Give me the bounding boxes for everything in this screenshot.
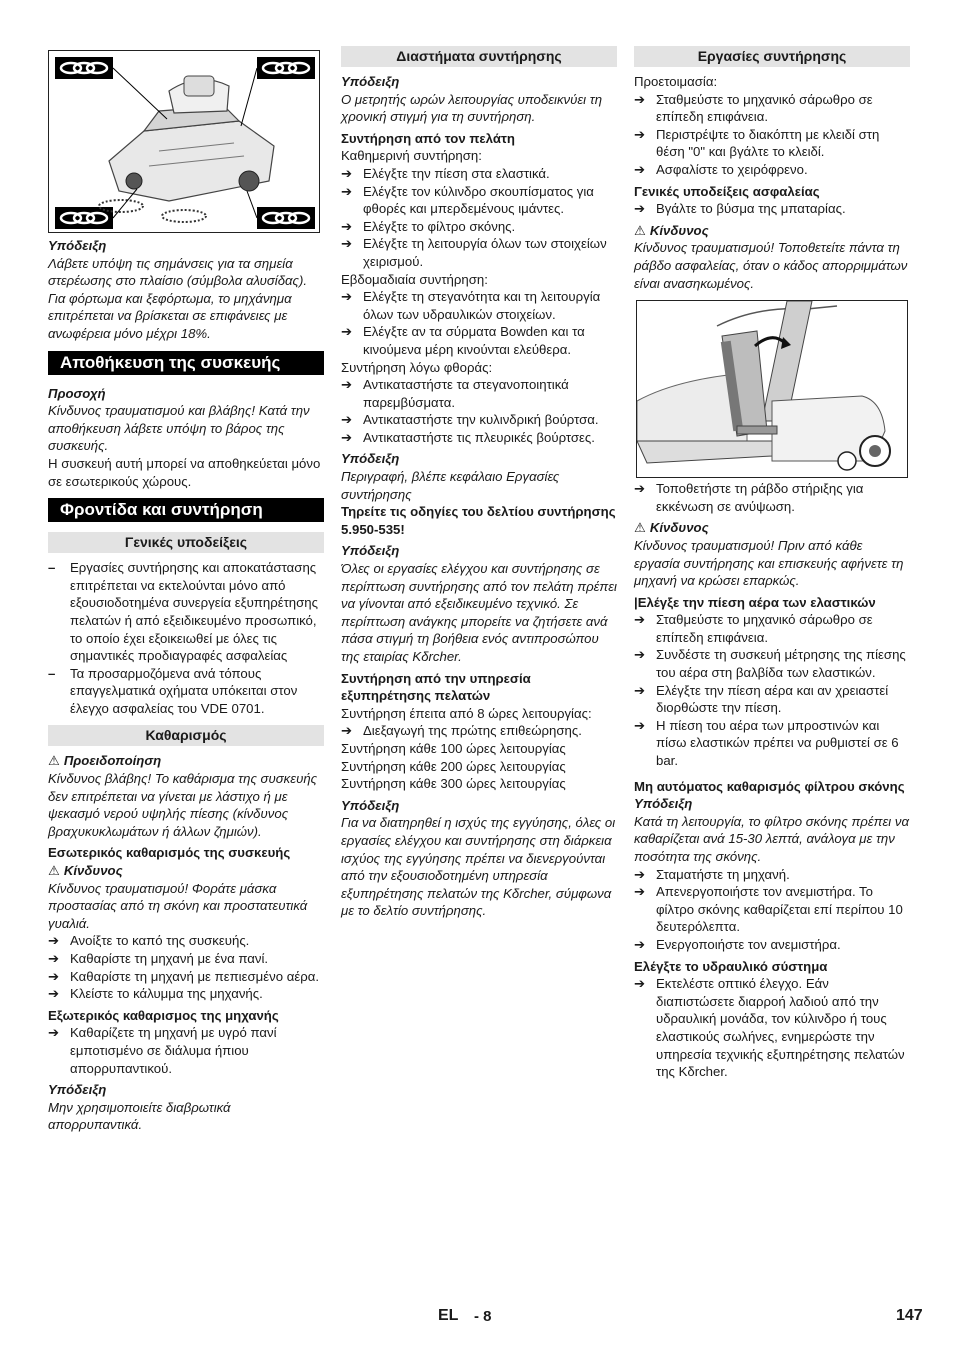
arrow-icon: ➔	[48, 951, 60, 966]
step-item: ➔ Καθαρίστε τη μηχανή με πεπιεσμένο αέρα.	[48, 968, 319, 984]
note-label: Υπόδειξη	[341, 543, 400, 559]
note-label: Υπόδειξη	[341, 451, 400, 467]
arrow-icon: ➔	[341, 218, 353, 234]
preparation-label: Προετοιμασία:	[634, 74, 718, 89]
step-item: ➔ Αντικαταστήστε τα στεγανοποιητικά παρεμβύσματα.	[341, 377, 569, 410]
note-text: Μην χρησιμοποιείτε διαβρωτικά απορρυπαντικά.	[48, 1099, 231, 1133]
arrow-icon: ➔	[341, 289, 353, 305]
dash-glyph: –	[48, 560, 56, 576]
subheading-intervals: Διαστήματα συντήρησης	[341, 46, 617, 67]
note-text: Κατά τη λειτουργία, το φίλτρο σκόνης πρέπει να καθαρίζεται ανά 15-30 λεπτά, ανάλογα με την ποσότητα της σκόνης.	[634, 813, 909, 864]
bold-note: Τηρείτε τις οδηγίες του δελτίου συντήρησης 5.950-535!	[341, 504, 616, 537]
step-item: ➔ Ελέγξτε τη στεγανότητα και τη λειτουργία όλων των υδραυλικών στοιχείων.	[341, 289, 601, 322]
chain-icon-bottom-right	[257, 207, 315, 229]
step-item: ➔ Σταματήστε τη μηχανή.	[634, 866, 790, 882]
step-item: ➔ Ανοίξτε το καπό της συσκευής.	[48, 933, 250, 949]
customer-maintenance-heading: Συντήρηση από τον πελάτη	[341, 130, 515, 146]
step-item: ➔ Απενεργοποιήστε τον ανεμιστήρα. Το φίλτρο σκόνης καθαρίζεται επί περίπου 10 δευτερόλεπτα.	[634, 884, 903, 935]
note-text: Λάβετε υπόψη τις σημάνσεις για τα σημεία στερέωσης στο πλαίσιο (σύμβολα αλυσίδας). Για φόρτωμα και ξεφόρτωμα, το μηχάνημα επιτρέπεται να βρίσκεται σε επιφάνειες με ανωφέρεια μόνο μέχρι 18%.	[48, 255, 308, 341]
note-text: Περιγραφή, βλέπε κεφάλαιο Εργασίες συντήρησης	[341, 469, 560, 502]
arrow-icon: ➔	[634, 481, 646, 497]
danger-text: Κίνδυνος τραυματισμού! Φοράτε μάσκα προστασίας από τη σκόνη και προστατευτικά γυαλιά.	[48, 880, 308, 931]
arrow-icon: ➔	[48, 986, 60, 1002]
footer-language: EL	[438, 1307, 459, 1324]
step-item: ➔ Ενεργοποιήστε τον ανεμιστήρα.	[634, 936, 841, 952]
dash-item: – Τα προσαρμοζόμενα ανά τόπους επαγγελματικά οχήματα υπόκειται στον έλεγχο ασφαλείας του VDE 0701.	[48, 665, 298, 716]
safety-heading: Γενικές υποδείξεις ασφαλείας	[634, 183, 820, 199]
arrow-icon: ➔	[634, 161, 646, 177]
step-item: ➔ Βγάλτε το βύσμα της μπαταρίας.	[634, 201, 846, 217]
arrow-icon: ➔	[634, 126, 646, 142]
step-item: ➔ Ελέγξτε τη λειτουργία όλων των στοιχείων χειρισμού.	[341, 236, 607, 269]
filter-cleaning-heading: Μη αυτόματος καθαρισμός φίλτρου σκόνης	[634, 778, 905, 794]
footer-page-number: 147	[896, 1307, 923, 1324]
service-100h: Συντήρηση κάθε 100 ώρες λειτουργίας	[341, 740, 566, 756]
service-maintenance-heading: Συντήρηση από την υπηρεσία εξυπηρέτησης πελατών	[341, 670, 531, 704]
step-item: ➔ Κλείστε το κάλυμμα της μηχανής.	[48, 986, 263, 1002]
dash-item: – Εργασίες συντήρησης και αποκατάστασης επιτρέπεται να εκτελούνται μόνο από εξουσιοδοτημένα συνεργεία εξυπηρέτησης πελατών ή από εξειδικευμένο προσωπικό, το οποίο έχει εξοικειωθεί με όλες τις σημαντικές προδιαγραφές ασφαλείας	[48, 560, 318, 664]
danger-label: ⚠ Κίνδυνος	[634, 222, 709, 238]
arrow-icon: ➔	[341, 412, 353, 428]
arrow-icon: ➔	[341, 324, 353, 340]
step-item: ➔ Ασφαλίστε το χειρόφρενο.	[634, 161, 808, 177]
warning-triangle-icon: ⚠	[634, 222, 646, 238]
step-item: ➔ Ελέγξτε αν τα σύρματα Bowden και τα κινούμενα μέρη κινούνται ελεύθερα.	[341, 324, 585, 357]
section-heading-storage: Αποθήκευση της συσκευής	[48, 351, 324, 375]
arrow-icon: ➔	[341, 429, 353, 445]
step-item: ➔ Συνδέστε τη συσκευή μέτρησης της πίεσης του αέρα στη βαλβίδα των ελαστικών.	[634, 647, 906, 681]
step-item: ➔ Ελέγξτε το φίλτρο σκόνης.	[341, 218, 516, 234]
step-item: ➔ Ελέγξτε τον κύλινδρο σκουπίσματος για φθορές και μπερδεμένους ιμάντες.	[341, 183, 594, 217]
support-rod-figure	[636, 300, 908, 478]
footer-section-page: - 8	[474, 1308, 492, 1325]
warning-triangle-icon: ⚠	[48, 863, 60, 879]
service-after-8h: Συντήρηση έπειτα από 8 ώρες λειτουργίας:	[341, 705, 592, 721]
arrow-icon: ➔	[634, 647, 646, 663]
column-2	[341, 46, 617, 920]
chain-icon-top-left	[55, 57, 113, 79]
arrow-icon: ➔	[634, 717, 646, 733]
note-label: Υπόδειξη	[48, 1082, 107, 1098]
step-item: ➔ Σταθμεύστε το μηχανικό σάρωθρο σε επίπεδη επιφάνεια.	[634, 91, 873, 125]
step-item: ➔ Ελέγξτε την πίεση αέρα και αν χρειαστεί διορθώστε την πίεση.	[634, 682, 889, 716]
danger-text: Κίνδυνος τραυματισμού! Πριν από κάθε εργασία συντήρησης και επισκευής αφήνετε τη μηχανή να κρώσει επαρκώς.	[634, 537, 904, 589]
step-item: ➔ Περιστρέψτε το διακόπτη με κλειδί στη θέση "0" και βγάλτε το κλειδί.	[634, 126, 880, 160]
internal-cleaning-heading: Εσωτερικός καθαρισμός της συσκευής	[48, 845, 291, 861]
hydraulic-heading: Ελέγξτε το υδραυλικό σύστημα	[634, 958, 828, 974]
arrow-icon: ➔	[48, 968, 60, 984]
step-item: ➔ Διεξαγωγή της πρώτης επιθεώρησης.	[341, 723, 582, 739]
arrow-icon: ➔	[48, 933, 60, 949]
column-1	[48, 46, 324, 1134]
storage-text: Η συσκευή αυτή μπορεί να αποθηκεύεται μόνο σε εσωτερικούς χώρους.	[48, 455, 321, 489]
warning-triangle-icon: ⚠	[48, 753, 60, 769]
step-item: ➔ Σταθμεύστε το μηχανικό σάρωθρο σε επίπεδη επιφάνεια.	[634, 612, 873, 645]
arrow-icon: ➔	[634, 884, 646, 900]
step-item: ➔ Αντικαταστήστε την κυλινδρική βούρτσα.	[341, 412, 599, 428]
arrow-icon: ➔	[634, 612, 646, 628]
caution-label: Προσοχή	[48, 385, 106, 401]
dash-glyph: –	[48, 665, 56, 681]
step-item: ➔ Εκτελέστε οπτικό έλεγχο. Εάν διαπιστώσετε διαρροή λαδιού από την υδραυλική μονάδα, τον κύλινδρο ή τους ελαστικούς σωλήνες, ενημερώστε την υπηρεσία τεχνικής εξυπηρέτησης πελατών της Kδrcher.	[634, 976, 905, 1080]
note-label: Υπόδειξη	[634, 796, 693, 812]
wear-label: Συντήρηση λόγω φθοράς:	[341, 359, 493, 375]
warning-label: ⚠ Προειδοποίηση	[48, 753, 162, 769]
caution-text: Κίνδυνος τραυματισμού και βλάβης! Κατά την αποθήκευση λάβετε υπόψη το βάρος της συσκευής.	[48, 403, 310, 454]
support-rod-illustration	[637, 301, 908, 478]
sweeper-tie-down-figure	[48, 50, 320, 233]
note-label: Υπόδειξη	[341, 74, 400, 89]
arrow-icon: ➔	[634, 682, 646, 698]
note-label: Υπόδειξη	[48, 238, 107, 253]
warning-text: Κίνδυνος βλάβης! Το καθάρισμα της συσκευής δεν επιτρέπεται να γίνεται με λάστιχο ή με ψεκασμό νερού υψηλής πίεσης (κίνδυνος βραχυκυκλωμάτων ή άλλων ζημιών).	[48, 771, 318, 839]
service-300h: Συντήρηση κάθε 300 ώρες λειτουργίας	[341, 776, 566, 792]
external-cleaning-heading: Εξωτερικός καθαρισμος της μηχανής	[48, 1007, 279, 1023]
note-label: Υπόδειξη	[341, 797, 400, 813]
subheading-cleaning: Καθαρισμός	[48, 725, 324, 746]
daily-label: Καθημερινή συντήρηση:	[341, 148, 482, 164]
arrow-icon: ➔	[48, 1025, 60, 1041]
arrow-icon: ➔	[634, 936, 646, 952]
column-3	[634, 46, 910, 1081]
arrow-icon: ➔	[341, 723, 353, 739]
arrow-icon: ➔	[634, 91, 646, 107]
step-item: ➔ Τοποθετήστε τη ράβδο στήριξης για εκκένωση σε ανύψωση.	[634, 481, 864, 514]
arrow-icon: ➔	[341, 165, 353, 181]
danger-label: ⚠ Κίνδυνος	[48, 863, 123, 879]
note-text: Για να διατηρηθεί η ισχύς της εγγύησης, όλες οι εργασίες ελέγχου και συντήρησης στη διάρκεια ισχύος της εγγύησης πρέπει να διενεργούνται από την εξουσιοδοτημένη υπηρεσία εξυπηρέτησης πελατών της Kδrcher, σύμφωνα με το δελτίο συντήρησης.	[341, 815, 616, 919]
weekly-label: Εβδομαδιαία συντήρηση:	[341, 271, 488, 287]
service-200h: Συντήρηση κάθε 200 ώρες λειτουργίας	[341, 758, 566, 774]
subheading-general: Γενικές υποδείξεις	[48, 532, 324, 553]
chain-icon-top-right	[257, 57, 315, 79]
note-text: Όλες οι εργασίες ελέγχου και συντήρησης σε περίπτωση συντήρησης από τον πελάτη πρέπει να γίνονται από εξειδικευμένο τεχνικό. Σε περίπτωση ανάγκης μπορείτε να ζητήσετε ανά πάσα στιγμή τη βοήθεια ενός αντιπροσώπου της εταιρίας Kδrcher.	[341, 561, 617, 664]
step-item: ➔ Καθαρίστε τη μηχανή με ένα πανί.	[48, 951, 269, 966]
arrow-icon: ➔	[341, 183, 353, 199]
step-item: ➔ Η πίεση του αέρα των μπροστινών και πίσω ελαστικών πρέπει να ρυθμιστεί σε 6 bar.	[634, 717, 899, 769]
arrow-icon: ➔	[634, 201, 646, 217]
danger-label: ⚠ Κίνδυνος	[634, 520, 709, 536]
note-text: Ο μετρητής ωρών λειτουργίας υποδεικνύει τη χρονική στιγμή για τη συντήρηση.	[341, 91, 603, 125]
arrow-icon: ➔	[341, 236, 353, 252]
step-item: ➔ Καθαρίζετε τη μηχανή με υγρό πανί εμποτισμένο σε διάλυμα ήπιου απορρυπαντικού.	[48, 1025, 277, 1076]
step-item: ➔ Ελέγξτε την πίεση στα ελαστικά.	[341, 165, 550, 181]
subheading-maintenance-work: Εργασίες συντήρησης	[634, 46, 910, 67]
sweeper-illustration	[49, 51, 320, 233]
danger-text: Κίνδυνος τραυματισμού! Τοποθετείτε πάντα τη ράβδο ασφαλείας, όταν ο κάδος απορριμμάτων είναι ανασηκωμένος.	[634, 240, 908, 291]
section-heading-care: Φροντίδα και συντήρηση	[48, 498, 324, 522]
arrow-icon: ➔	[341, 377, 353, 393]
warning-triangle-icon: ⚠	[634, 520, 646, 536]
step-item: ➔ Αντικαταστήστε τις πλευρικές βούρτσες.	[341, 429, 595, 445]
tire-pressure-heading: |Ελέγξε την πίεση αέρα των ελαστικών	[634, 594, 876, 610]
arrow-icon: ➔	[634, 976, 646, 992]
arrow-icon: ➔	[634, 866, 646, 882]
